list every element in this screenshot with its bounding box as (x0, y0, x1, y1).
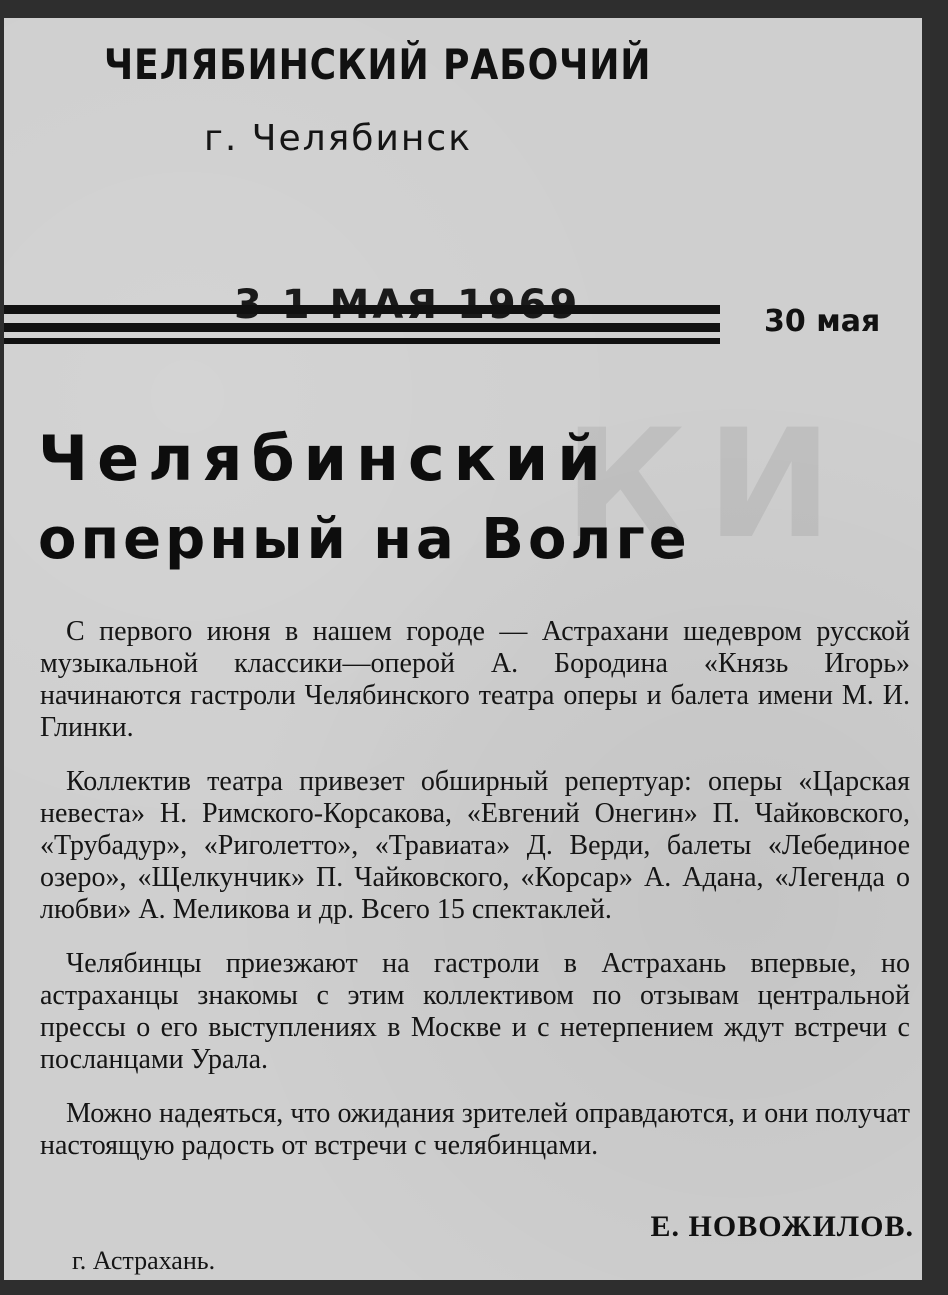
article-body (40, 616, 910, 1184)
strike-stripe (4, 338, 720, 344)
headline-line-1: Челябинский (38, 422, 610, 495)
article-author: Е. НОВОЖИЛОВ. (650, 1210, 914, 1243)
date-strike-band (4, 300, 720, 344)
article-paragraph: Челябинцы приезжают на гастроли в Астрахань впервые, но астраханцы знакомы с этим коллективом по отзывам центральной прессы о его выступлениях в Москве и с нетерпением ждут встречи с посланцами Урала. (40, 948, 910, 1075)
newspaper-city: г. Челябинск (204, 118, 472, 159)
article-dateline: г. Астрахань. (72, 1246, 216, 1275)
newspaper-masthead: ЧЕЛЯБИНСКИЙ РАБОЧИЙ (104, 40, 652, 89)
strike-stripe (4, 323, 720, 332)
reverse-side-bleed: КИ (564, 398, 853, 572)
publication-date: 30 мая (764, 304, 881, 339)
article-headline (38, 422, 691, 572)
article-paragraph: Можно надеяться, что ожидания зрителей оправдаются, и они получат настоящую радость от встречи с челябинцами. (40, 1098, 910, 1161)
article-paragraph: Коллектив театра привезет обширный репертуар: оперы «Царская невеста» Н. Римского-Корсакова, «Евгений Онегин» П. Чайковского, «Трубадур», «Риголетто», «Травиата» Д. Верди, балеты «Лебединое озеро», «Щелкунчик» П. Чайковского, «Корсар» А. Адана, «Легенда о любви» А. Меликова и др. Всего 15 спектаклей. (40, 766, 910, 925)
article-paragraph: С первого июня в нашем городе — Астрахани шедевром русской музыкальной классики—оперой А. Бородина «Князь Игорь» начинаются гастроли Челябинского театра оперы и балета имени М. И. Глинки. (40, 616, 910, 743)
strike-stripe (4, 305, 720, 314)
headline-line-2: оперный на Волге (38, 507, 691, 572)
newspaper-clipping (4, 18, 922, 1280)
